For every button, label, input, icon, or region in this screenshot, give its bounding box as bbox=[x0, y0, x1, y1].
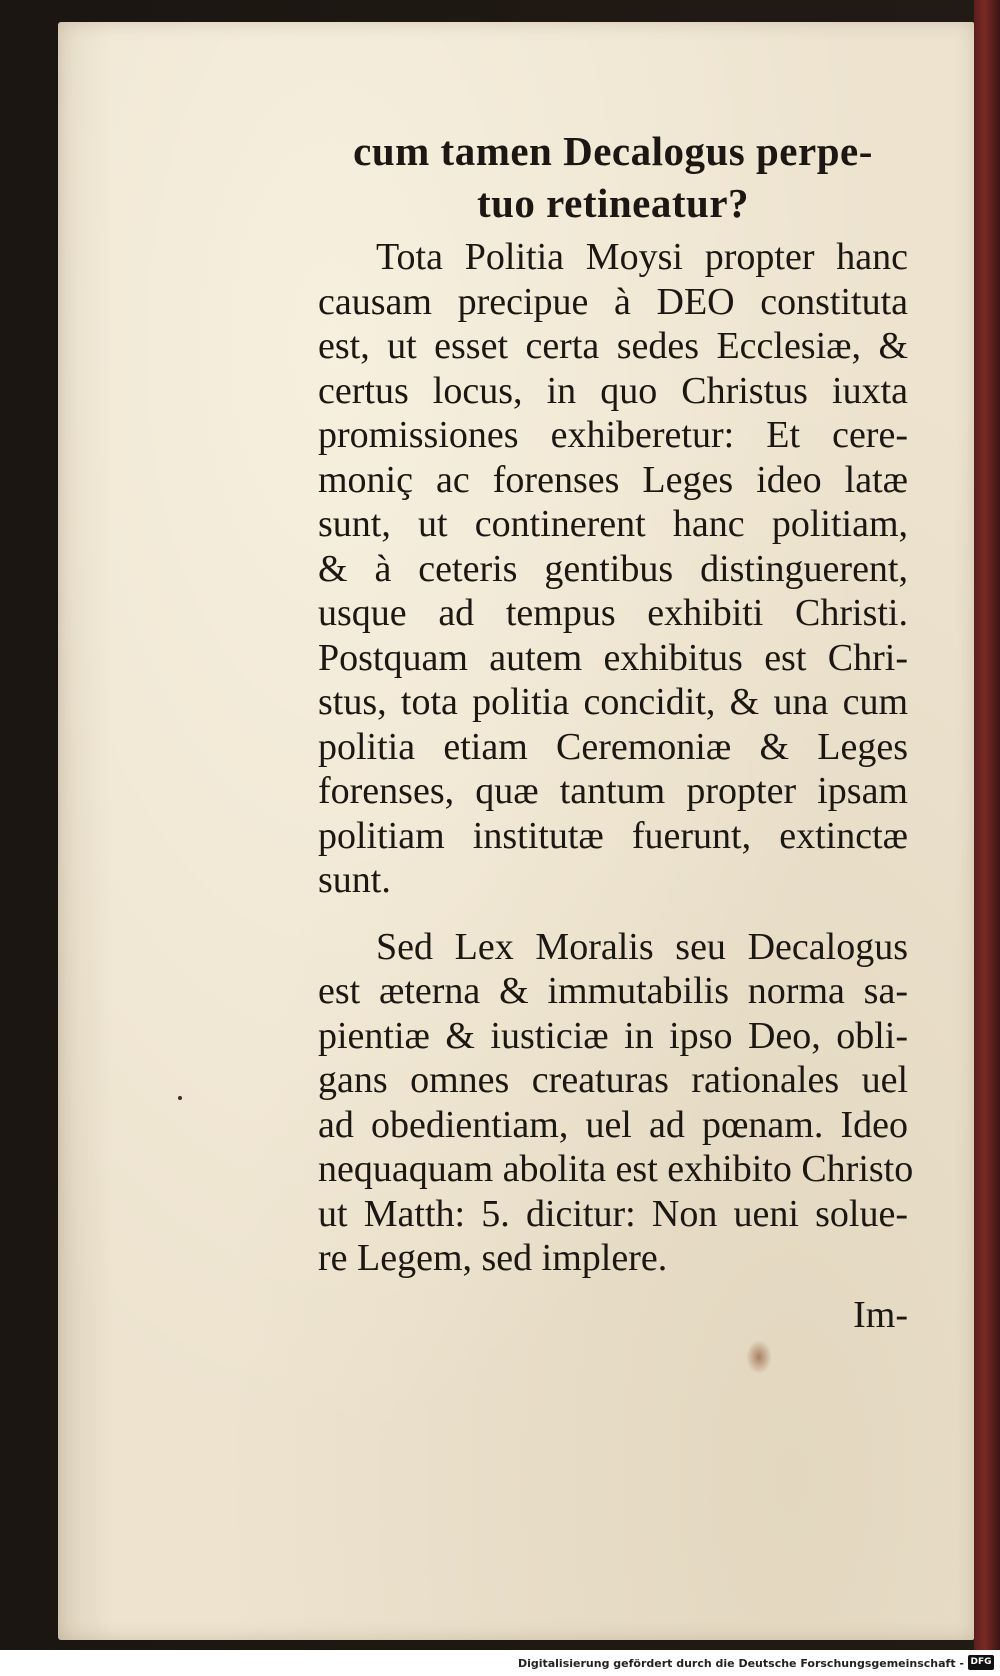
text-line: re Legem, sed implere. bbox=[318, 1237, 668, 1279]
text-line: Postquam autem exhibitus est Chri- bbox=[318, 636, 908, 679]
section-heading bbox=[318, 125, 908, 229]
text-line: sunt, ut continerent hanc politiam, bbox=[318, 503, 908, 545]
book-cover-edge bbox=[974, 0, 1000, 1650]
text-line: & à ceteris gentibus distinguerent, bbox=[318, 547, 908, 590]
text-line: est, ut esset certa sedes Ecclesiæ, & bbox=[318, 325, 908, 367]
catchword: Im- bbox=[853, 1293, 908, 1336]
text-line: ut Matth: 5. dicitur: Non ueni solue- bbox=[318, 1192, 908, 1235]
funding-credit: Digitalisierung gefördert durch die Deutsche Forschungsgemeinschaft - bbox=[517, 1657, 964, 1670]
paragraph-2 bbox=[318, 925, 914, 1281]
text-line: usque ad tempus exhibiti Christi. bbox=[318, 592, 908, 634]
text-line: ad obedientiam, uel ad pœnam. Ideo bbox=[318, 1103, 908, 1146]
page-text bbox=[318, 125, 914, 1341]
heading-line: tuo retineatur? bbox=[476, 180, 750, 226]
digitization-footer bbox=[0, 1650, 1000, 1676]
text-line: promissiones exhiberetur: Et cere- bbox=[318, 414, 908, 456]
text-line: moniç ac forenses Leges ideo latæ bbox=[318, 458, 908, 501]
text-line: pientiæ & iusticiæ in ipso Deo, obli- bbox=[318, 1014, 908, 1057]
text-line: Tota Politia Moysi propter hanc bbox=[376, 236, 908, 278]
text-line: certus locus, in quo Christus iuxta bbox=[318, 369, 908, 412]
text-line: politiam institutæ fuerunt, extinctæ bbox=[318, 814, 908, 857]
dfg-logo: DFG bbox=[968, 1655, 994, 1670]
paragraph-gap bbox=[318, 903, 908, 925]
text-line: nequaquam abolita est exhibito Christo bbox=[318, 1148, 914, 1190]
paper-speck bbox=[178, 1096, 182, 1100]
text-line: sunt. bbox=[318, 859, 391, 901]
text-line: forenses, quæ tantum propter ipsam bbox=[318, 770, 908, 812]
heading-line: cum tamen Decalogus perpe- bbox=[353, 128, 873, 174]
text-line: causam precipue à DEO constituta bbox=[318, 280, 908, 323]
paragraph-1 bbox=[318, 235, 908, 903]
ink-stain bbox=[746, 1340, 772, 1374]
text-line: stus, tota politia concidit, & una cum bbox=[318, 681, 908, 723]
text-line: Sed Lex Moralis seu Decalogus bbox=[376, 925, 908, 968]
text-line: politia etiam Ceremoniæ & Leges bbox=[318, 725, 908, 768]
text-line: est æterna & immutabilis norma sa- bbox=[318, 970, 908, 1012]
text-line: gans omnes creaturas rationales uel bbox=[318, 1059, 908, 1101]
